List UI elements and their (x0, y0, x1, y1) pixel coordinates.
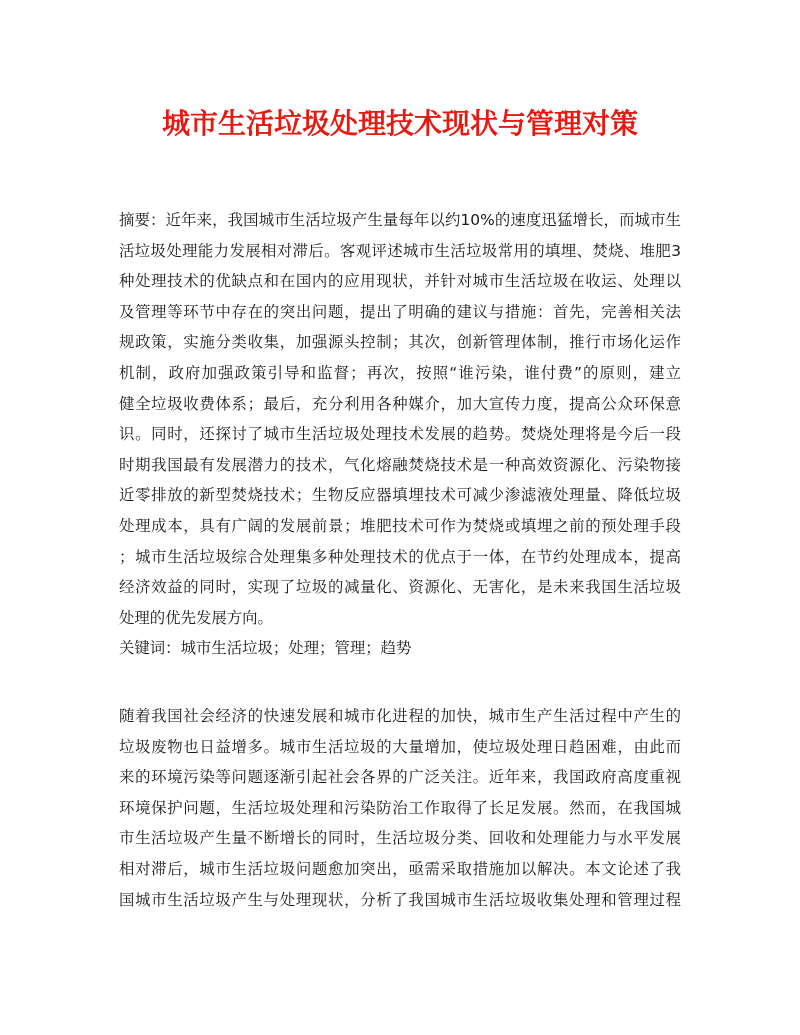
abstract-line: 处理成本，具有广阔的发展前景；堆肥技术可作为焚烧或填埋之前的预处理手段 (119, 516, 681, 535)
keywords-line: 关键词：城市生活垃圾；处理；管理；趋势 (119, 639, 412, 657)
intro-line: 垃圾废物也日益增多。城市生活垃圾的大量增加，使垃圾处理日趋困难，由此而 (119, 737, 681, 756)
abstract-line: 处理的优先发展方向。 (119, 608, 273, 627)
intro-line: 国城市生活垃圾产生与处理现状，分析了我国城市生活垃圾收集处理和管理过程 (119, 890, 681, 909)
abstract-line: 健全垃圾收费体系；最后，充分利用各种媒介，加大宣传力度，提高公众环保意 (119, 394, 681, 413)
document-title: 城市生活垃圾处理技术现状与管理对策 (161, 107, 638, 140)
intro-line: 相对滞后，城市生活垃圾问题愈加突出，亟需采取措施加以解决。本文论述了我 (119, 859, 681, 878)
abstract-paragraph (119, 205, 681, 633)
abstract-line: ；城市生活垃圾综合处理集多种处理技术的优点于一体，在节约处理成本，提高 (119, 547, 681, 566)
abstract-line: 活垃圾处理能力发展相对滞后。客观评述城市生活垃圾常用的填埋、焚烧、堆肥3 (119, 241, 681, 260)
intro-line: 市生活垃圾产生量不断增长的同时，生活垃圾分类、回收和处理能力与水平发展 (119, 829, 681, 848)
abstract-line: 时期我国最有发展潜力的技术，气化熔融焚烧技术是一种高效资源化、污染物接 (119, 455, 681, 474)
intro-paragraph (119, 701, 681, 915)
intro-line: 随着我国社会经济的快速发展和城市化进程的加快，城市生产生活过程中产生的 (119, 707, 681, 725)
abstract-line: 种处理技术的优缺点和在国内的应用现状，并针对城市生活垃圾在收运、处理以 (119, 272, 681, 291)
abstract-line: 识。同时，还探讨了城市生活垃圾处理技术发展的趋势。焚烧处理将是今后一段 (119, 425, 681, 444)
intro-line: 环境保护问题，生活垃圾处理和污染防治工作取得了长足发展。然而，在我国城 (119, 798, 681, 817)
abstract-line: 近零排放的新型焚烧技术；生物反应器填埋技术可减少渗滤液处理量、降低垃圾 (119, 486, 681, 505)
abstract-line: 及管理等环节中存在的突出问题，提出了明确的建议与措施：首先，完善相关法 (119, 302, 681, 321)
abstract-line: 机制，政府加强政策引导和监督；再次，按照“谁污染，谁付费”的原则，建立 (119, 363, 681, 382)
abstract-line: 经济效益的同时，实现了垃圾的减量化、资源化、无害化，是未来我国生活垃圾 (119, 578, 681, 597)
abstract-line: 摘要：近年来，我国城市生活垃圾产生量每年以约10%的速度迅猛增长，而城市生 (119, 211, 681, 229)
abstract-line: 规政策，实施分类收集，加强源头控制；其次，创新管理体制，推行市场化运作 (119, 333, 681, 352)
intro-line: 来的环境污染等问题逐渐引起社会各界的广泛关注。近年来，我国政府高度重视 (119, 768, 681, 787)
